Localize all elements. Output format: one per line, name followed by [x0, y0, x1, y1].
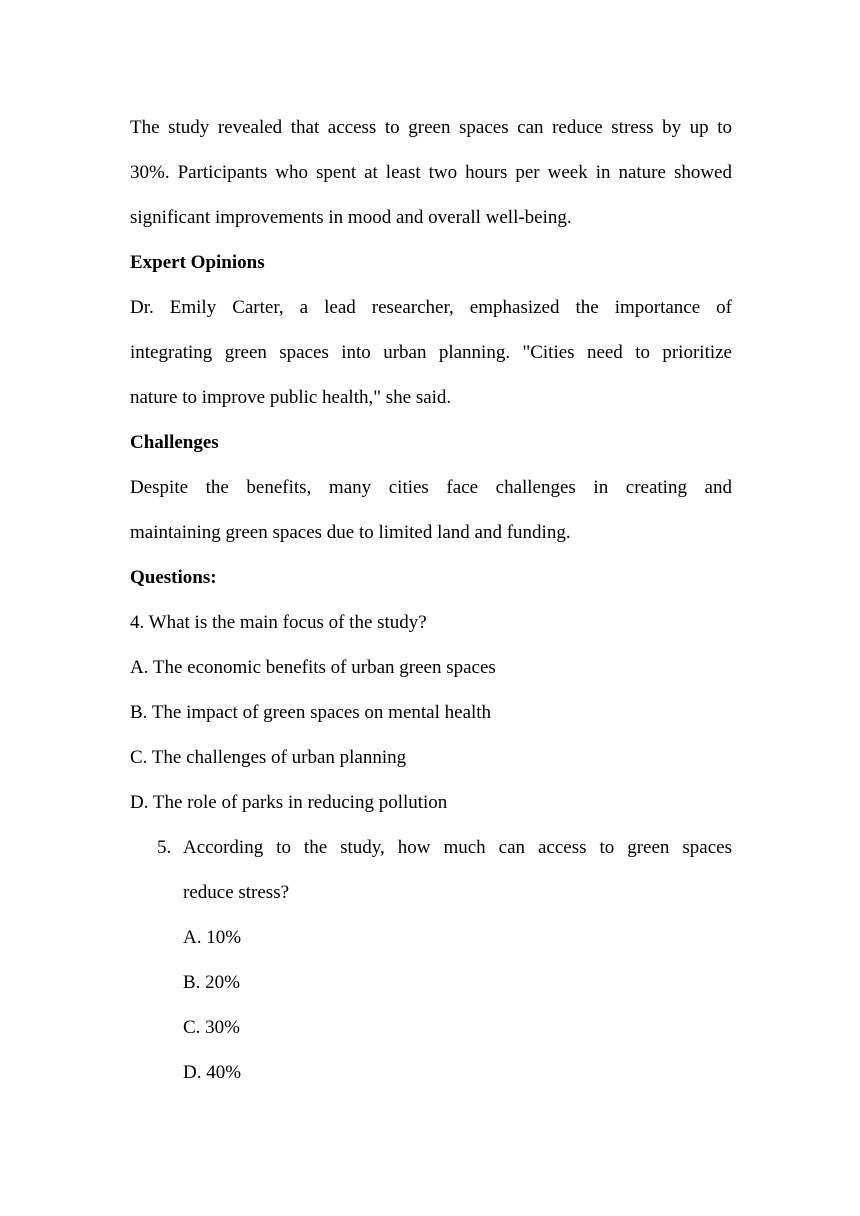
section-heading-questions: Questions:: [130, 567, 217, 588]
paragraph-line: 30%. Participants who spent at least two hours per week in nature showed: [130, 162, 732, 183]
answer-option: C. The challenges of urban planning: [130, 747, 407, 768]
answer-option: B. 20%: [183, 972, 240, 993]
paragraph-line: The study revealed that access to green spaces can reduce stress by up to: [130, 117, 732, 138]
paragraph-line: nature to improve public health," she said.: [130, 387, 452, 408]
challenges-paragraph: [130, 465, 732, 555]
section-heading-challenges: Challenges: [130, 432, 219, 453]
paragraph-line: maintaining green spaces due to limited land and funding.: [130, 522, 571, 543]
question-number: 5.: [157, 837, 172, 858]
question-prompt-block: [157, 825, 732, 915]
paragraph-line: significant improvements in mood and overall well-being.: [130, 207, 572, 228]
document-page: [130, 105, 732, 1095]
question-5: [130, 825, 732, 1095]
expert-opinions-paragraph: [130, 285, 732, 420]
answer-option: A. 10%: [183, 927, 242, 948]
answer-option: C. 30%: [183, 1017, 240, 1038]
question-prompt-line: According to the study, how much can access to green spaces: [183, 837, 732, 858]
paragraph-line: Despite the benefits, many cities face challenges in creating and: [130, 477, 732, 498]
intro-paragraph: [130, 105, 732, 240]
answer-option: A. The economic benefits of urban green spaces: [130, 657, 496, 678]
paragraph-line: integrating green spaces into urban planning. "Cities need to prioritize: [130, 342, 732, 363]
question-4: [130, 600, 732, 825]
paragraph-line: Dr. Emily Carter, a lead researcher, emphasized the importance of: [130, 297, 732, 318]
answer-option: D. 40%: [183, 1062, 242, 1083]
question-prompt-line: reduce stress?: [183, 882, 290, 903]
answer-option: D. The role of parks in reducing pollution: [130, 792, 448, 813]
section-heading-expert-opinions: Expert Opinions: [130, 252, 265, 273]
answer-option: B. The impact of green spaces on mental health: [130, 702, 492, 723]
question-prompt: 4. What is the main focus of the study?: [130, 612, 427, 633]
